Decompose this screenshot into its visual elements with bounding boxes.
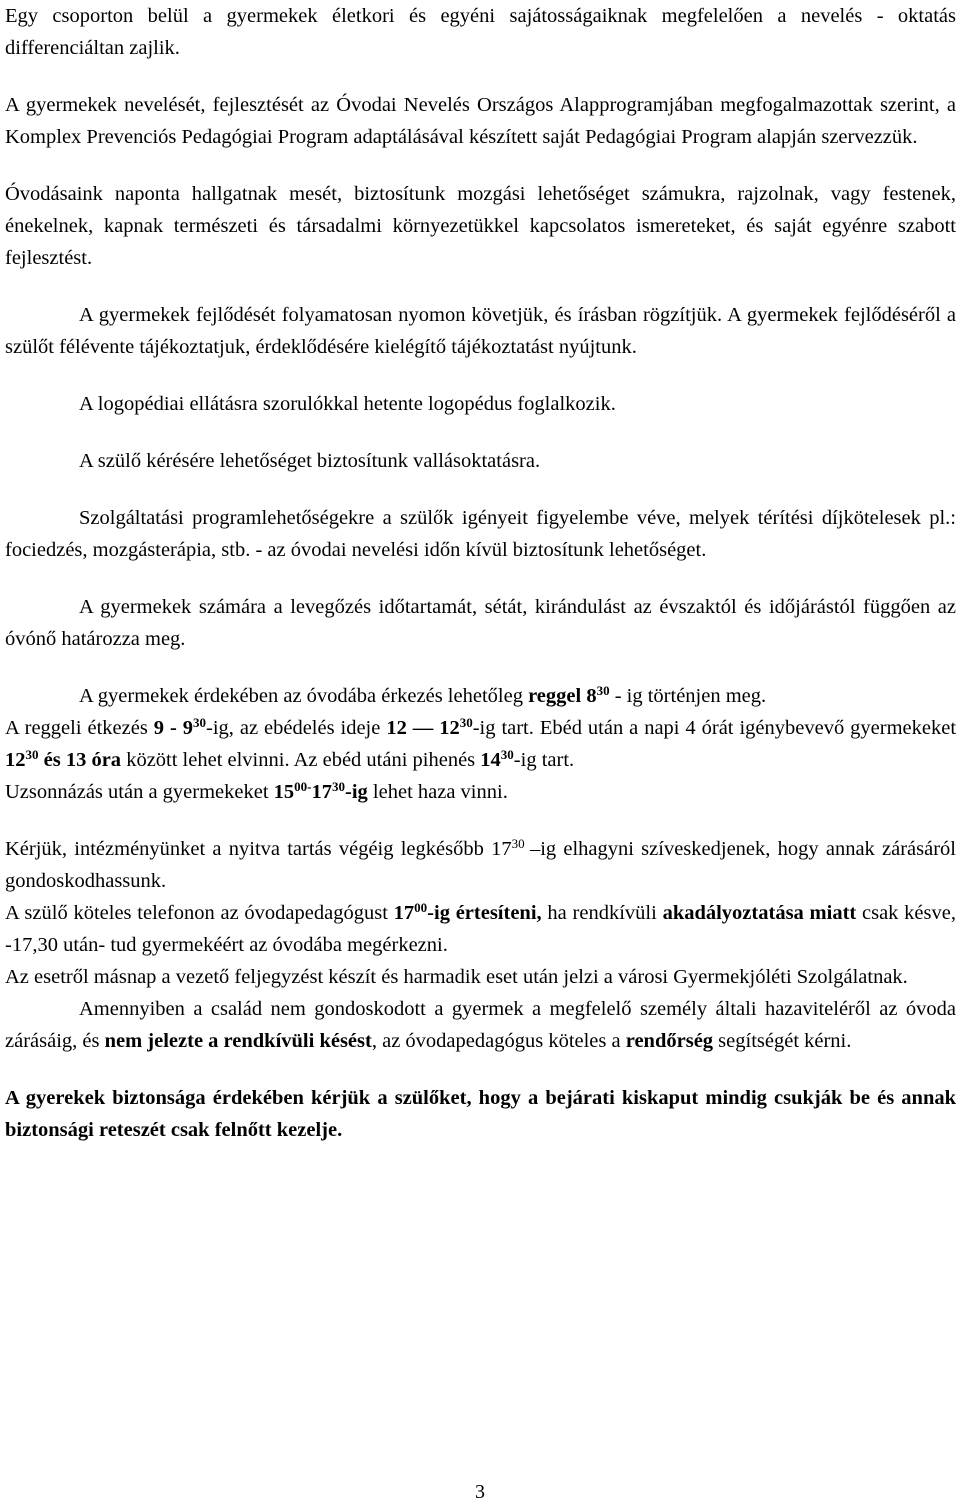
paragraph-extra-services: Szolgáltatási programlehetőségekre a szülők igényeit figyelembe véve, melyek térítési díjkötelesek pl.: fociedzés, mozgásterápia, stb. - az óvodai nevelési időn kívül biztosítunk lehetőséget. [5,507,956,561]
paragraph-meal-schedule: A reggeli étkezés $9 - 9^{30}-ig$, az ebédelés ideje 12 — $12^{30}-ig$ tart. Ebéd után a napi 4 órát igénybevevő gyermekeket $12^{30}$ és 13 óra között lehet elvinni. Az ebéd utáni pihenés $14^{30}-ig$ tart. [5,715,957,771]
paragraph-daily-activities: Óvodásaink naponta hallgatnak mesét, biztosítunk mozgási lehetőséget számukra, rajzolnak, vagy festenek, énekelnek, kapnak természeti és társadalmi környezetükkel kapcsolatos ismereteket, és saját egyénre szabott fejlesztést. [5,183,956,269]
paragraph-afternoon-pickup: Uzsonnázás után a gyermekeket $15^{00-}17^{30}-ig$ lehet haza vinni. [5,779,508,803]
paragraph-outdoor-time: A gyermekek számára a levegőzés időtartamát, sétát, kirándulást az évszaktól és időjárástól függően az óvónő határozza meg. [5,596,956,650]
paragraph-differentiation: Egy csoporton belül a gyermekek életkori és egyéni sajátosságaiknak megfelelően a nevelés - oktatás differenciáltan zajlik. [5,5,956,59]
paragraph-arrival-time: A gyermekek érdekében az óvodába érkezés lehetőleg reggel $8^{30}$ - ig történjen meg. [79,683,767,707]
paragraph-closing-time: Kérjük, intézményünket a nyitva tartás végéig legkésőbb $17^{30}$ –ig elhagyni szíveskedjenek, hogy annak zárásáról gondoskodhassunk. [5,836,956,892]
paragraph-gate-safety: A gyerekek biztonsága érdekében kérjük a szülőket, hogy a bejárati kiskaput mindig csukják be és annak biztonsági reteszét csak felnőtt kezelje. [5,1087,956,1141]
paragraph-pedagogical-program: A gyermekek nevelését, fejlesztését az Óvodai Nevelés Országos Alapprogramjában megfogalmazottak szerint, a Komplex Prevenciós Pedagógiai Program adaptálásával készített saját Pedagógiai Program alapján szervezzük. [5,94,956,148]
paragraph-speech-therapy: A logopédiai ellátásra szorulókkal hetente logopédus foglalkozik. [79,393,616,415]
page-number: 3 [475,1481,485,1503]
paragraph-police-assistance: Amennyiben a család nem gondoskodott a gyermek a megfelelő személy általi hazaviteléről az óvoda zárásáig, és nem jelezte a rendkívüli késést, az óvodapedagógus köteles a rendőrség segítségét kérni. [5,998,956,1052]
paragraph-late-notification: A szülő köteles telefonon az óvodapedagógust $17^{00}-ig$ értesíteni, ha rendkívüli akadályoztatása miatt csak késve, -17,30 után- tud gyermekéért az óvodába megérkezni. [5,900,956,956]
paragraph-development-tracking: A gyermekek fejlődését folyamatosan nyomon követjük, és írásban rögzítjük. A gyermekek fejlődéséről a szülőt félévente tájékoztatjuk, érdeklődésére kielégítő tájékoztatást nyújtunk. [5,304,956,358]
paragraph-religious-education: A szülő kérésére lehetőséget biztosítunk vallásoktatásra. [79,450,541,472]
paragraph-incident-report: Az esetről másnap a vezető feljegyzést készít és harmadik eset után jelzi a városi Gyermekjóléti Szolgálatnak. [5,966,908,988]
document-page [5,0,956,1146]
